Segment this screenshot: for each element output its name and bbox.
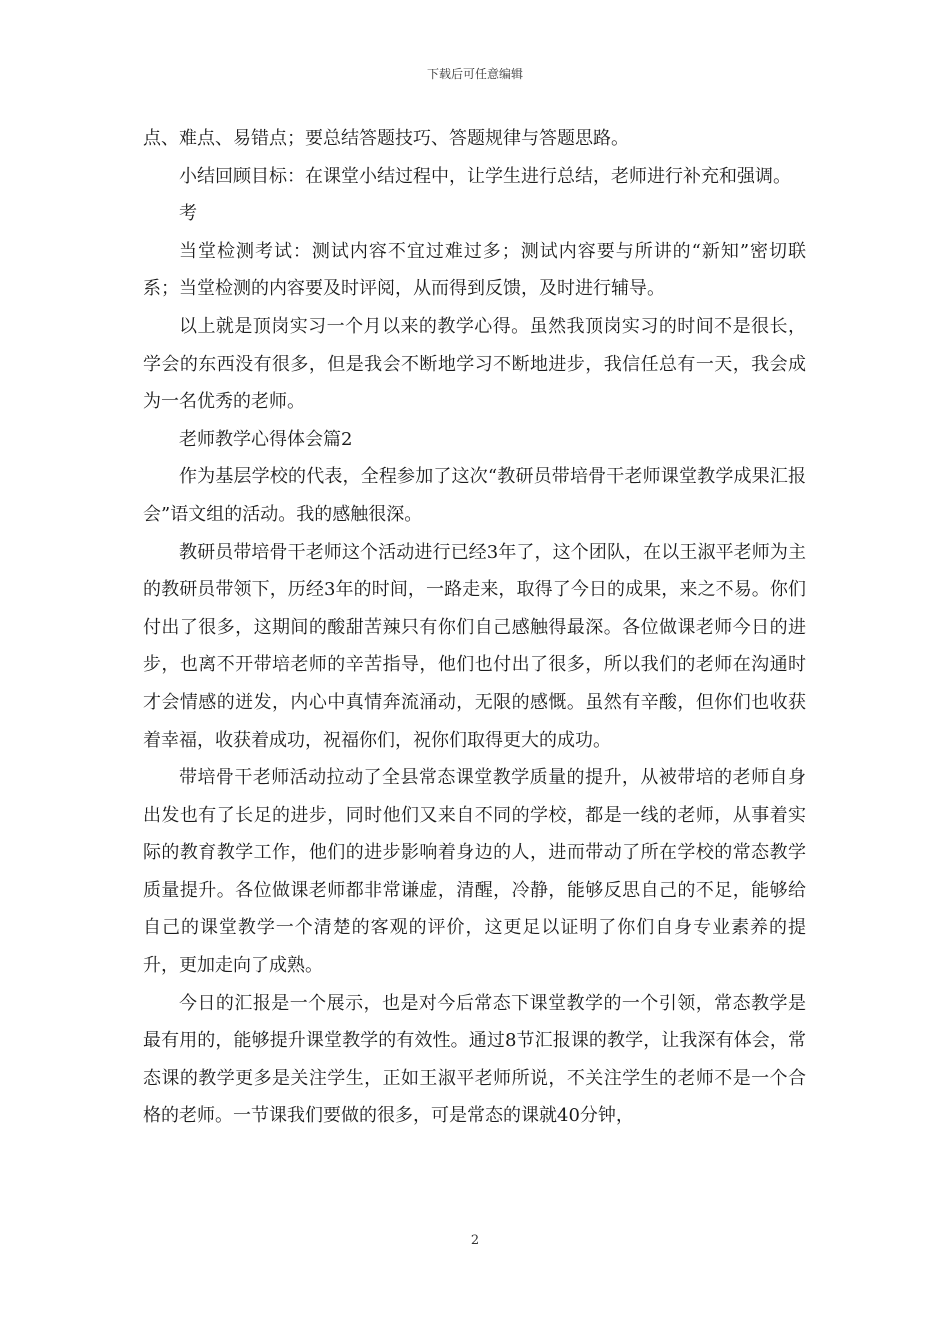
paragraph: 带培骨干老师活动拉动了全县常态课堂教学质量的提升，从被带培的老师自身出发也有了长足的进步，同时他们又来自不同的学校，都是一线的老师，从事着实际的教育教学工作，他们的进步影响着身边的人，进而带动了所在学校的常态教学质量提升。各位做课老师都非常谦虚，清醒，冷静，能够反思自己的不足，能够给自己的课堂教学一个清楚的客观的评价，这更足以证明了你们自身专业素养的提升，更加走向了成熟。	[143, 767, 806, 977]
paragraph: 当堂检测考试：测试内容不宜过难过多；测试内容要与所讲的“新知”密切联系；当堂检测的内容要及时评阅，从而得到反馈，及时进行辅导。	[143, 240, 806, 300]
paragraph: 作为基层学校的代表，全程参加了这次“教研员带培骨干老师课堂教学成果汇报会”语文组的活动。我的感触很深。	[143, 466, 806, 525]
page-number: 2	[470, 1233, 480, 1248]
paragraph: 考	[179, 203, 197, 225]
page-header: 下载后可任意编辑	[426, 67, 523, 81]
paragraph: 教研员带培骨干老师这个活动进行已经3年了，这个团队，在以王淑平老师为主的教研员带领下，历经3年的时间，一路走来，取得了今日的成果，来之不易。你们付出了很多，这期间的酸甜苦辣只有你们自己感触得最深。各位做课老师今日的进步，也离不开带培老师的辛苦指导，他们也付出了很多，所以我们的老师在沟通时才会情感的迸发，内心中真情奔流涌动，无限的感慨。虽然有辛酸，但你们也收获着幸福，收获着成功，祝福你们，祝你们取得更大的成功。	[143, 541, 806, 751]
paragraph: 小结回顾目标：在课堂小结过程中，让学生进行总结，老师进行补充和强调。	[179, 165, 791, 187]
paragraph: 以上就是顶岗实习一个月以来的教学心得。虽然我顶岗实习的时间不是很长，学会的东西没有很多，但是我会不断地学习不断地进步，我信任总有一天，我会成为一名优秀的老师。	[143, 315, 806, 413]
section-heading: 老师教学心得体会篇2	[179, 428, 353, 450]
document-body	[143, 120, 806, 1135]
paragraph: 今日的汇报是一个展示，也是对今后常态下课堂教学的一个引领，常态教学是最有用的，能够提升课堂教学的有效性。通过8节汇报课的教学，让我深有体会，常态课的教学更多是关注学生，正如王淑平老师所说，不关注学生的老师不是一个合格的老师。一节课我们要做的很多，可是常态的课就40分钟，	[143, 992, 806, 1127]
paragraph: 点、难点、易错点；要总结答题技巧、答题规律与答题思路。	[143, 128, 629, 149]
